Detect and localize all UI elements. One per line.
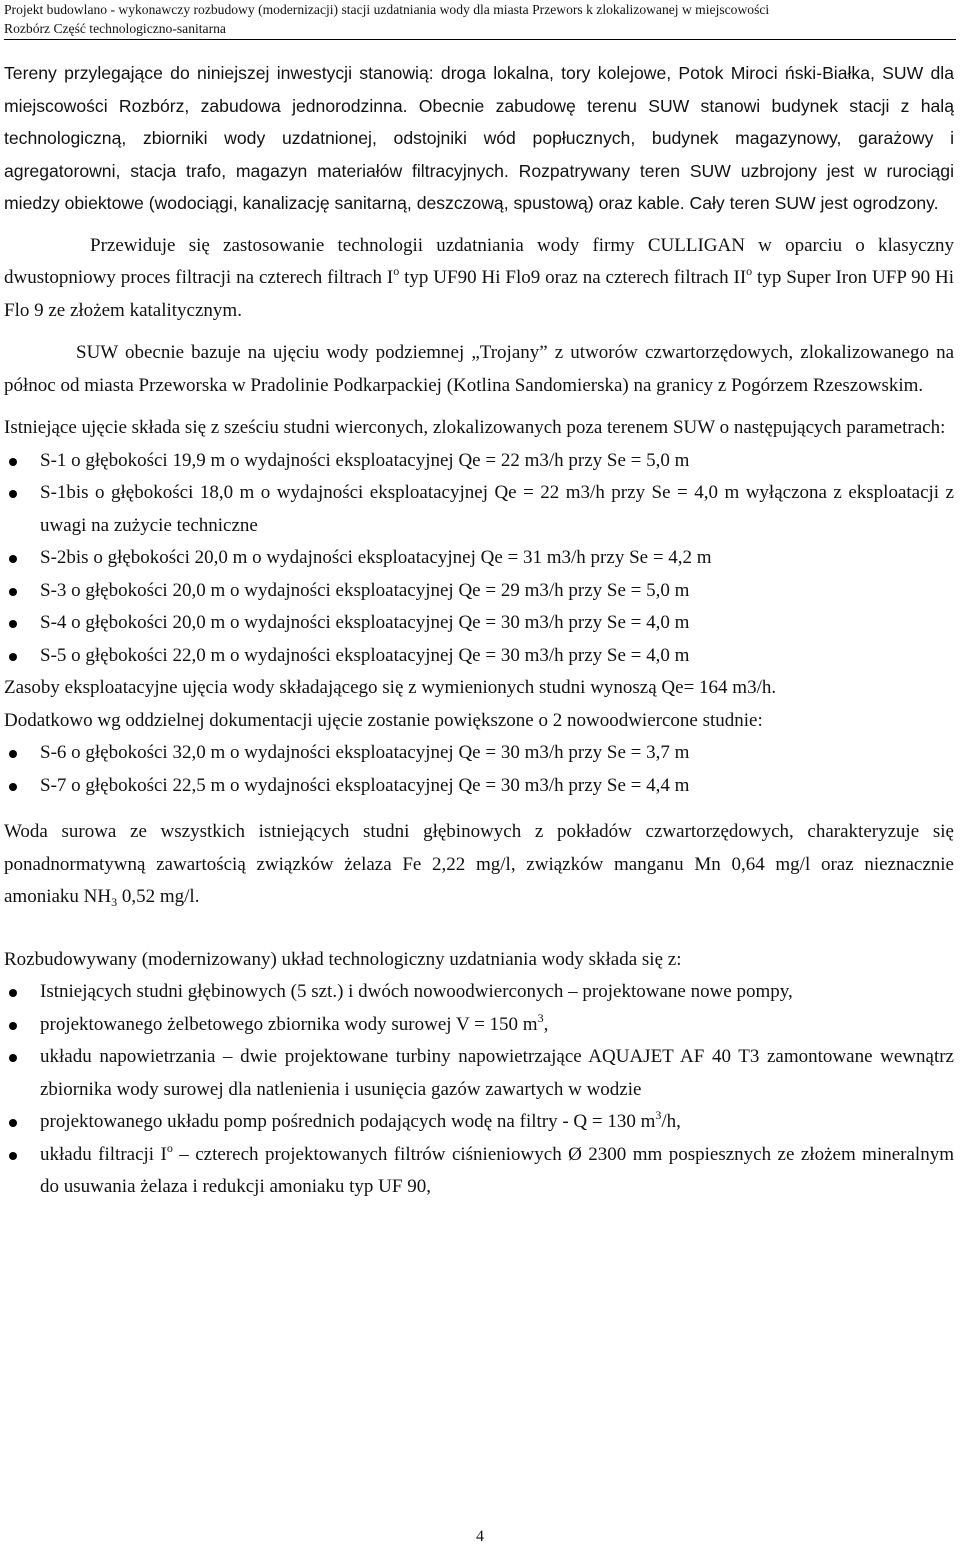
list-item: S-1bis o głębokości 18,0 m o wydajności eksploatacyjnej Qe = 22 m3/h przy Se = 4,0 m wyłączona z eksploatacji z uwagi na zużycie techniczne [4, 477, 954, 542]
header-section-title: Rozbórz Część technologiczno-sanitarna [4, 21, 226, 36]
raw-water-text-b: 0,52 mg/l. [117, 886, 200, 907]
superscript-degree-1: o [393, 264, 400, 278]
technology-text-c: typ Super Iron UFP 90 Hi Flo 9 ze złożem katalitycznym. [4, 267, 954, 321]
list-item: S-2bis o głębokości 20,0 m o wydajności eksploatacyjnej Qe = 31 m3/h przy Se = 4,2 m [4, 542, 954, 575]
list-item: S-1 o głębokości 19,9 m o wydajności eksploatacyjnej Qe = 22 m3/h przy Se = 5,0 m [4, 445, 954, 478]
header-project-title: Projekt budowlano - wykonawczy rozbudowy (modernizacji) stacji uzdatniania wody dla miasta Przewors k zlokalizowanej w miejscowości [4, 2, 770, 17]
site-description-paragraph: Tereny przylegające do niniejszej inwestycji stanowią: droga lokalna, tory kolejowe, Potok Miroci ński-Białka, SUW dla miejscowości Rozbórz, zabudowa jednorodzinna. Obecnie zabudowę terenu SUW stanowi budynek stacji z halą technologiczną, zbiorniki wody uzdatnionej, odstojniki wód popłucznych, budynek magazynowy, garażowy i agregatorowni, stacja trafo, magazyn materiałów filtracyjnych. Rozpatrywany teren SUW uzbrojony jest w rurociągi miedzy obiektowe (wodociągi, kanalizację sanitarną, deszczową, spustową) oraz kable. Cały teren SUW jest ogrodzony. [4, 63, 954, 213]
superscript-degree-2: o [746, 264, 753, 278]
item-text: /h, [661, 1111, 681, 1132]
intake-intro-paragraph: Istniejące ujęcie składa się z sześciu studni wierconych, zlokalizowanych poza terenem SUW o następujących parametrach: [4, 417, 946, 438]
subscript-3: 3 [111, 895, 118, 909]
water-source-paragraph: SUW obecnie bazuje na ujęciu wody podziemnej „Trojany” z utworów czwartorzędowych, zlokalizowanego na północ od miasta Przeworska w Pradolinie Podkarpackiej (Kotlina Sandomierska) na granicy z Pogórzem Rzeszowskim. [4, 342, 954, 396]
list-item [4, 1009, 954, 1042]
raw-water-text-a: Woda surowa ze wszystkich istniejących studni głębinowych z pokładów czwartorzędowych, charakteryzuje się ponadnormatywną zawartością związków żelaza Fe 2,22 mg/l, związków manganu Mn 0,64 mg/l oraz nieznacznie amoniaku NH [4, 821, 954, 907]
additional-wells-paragraph: Dodatkowo wg oddzielnej dokumentacji ujęcie zostanie powiększone o 2 nowoodwiercone studnie: [4, 709, 763, 731]
technology-text-a: Przewiduje się zastosowanie technologii uzdatniania wody firmy CULLIGAN w oparciu o klasyczny dwustopniowy proces filtracji na czterech filtrach I [4, 234, 954, 288]
list-item: S-3 o głębokości 20,0 m o wydajności eksploatacyjnej Qe = 29 m3/h przy Se = 5,0 m [4, 575, 954, 608]
list-item: S-4 o głębokości 20,0 m o wydajności eksploatacyjnej Qe = 30 m3/h przy Se = 4,0 m [4, 607, 954, 640]
list-item: układu napowietrzania – dwie projektowane turbiny napowietrzające AQUAJET AF 40 T3 zamontowane wewnątrz zbiornika wody surowej dla natlenienia i usunięcia gazów zawartych w wodzie [4, 1041, 954, 1106]
technology-text-b: typ UF90 Hi Flo9 oraz na czterech filtrach II [399, 267, 747, 288]
list-item [4, 1139, 954, 1204]
item-text: układu filtracji I [40, 1143, 167, 1165]
raw-water-paragraph [4, 816, 954, 914]
list-item: S-6 o głębokości 32,0 m o wydajności eksploatacyjnej Qe = 30 m3/h przy Se = 3,7 m [4, 737, 954, 770]
resources-paragraph: Zasoby eksploatacyjne ujęcia wody składającego się z wymienionych studni wynoszą Qe= 164 m3/h. [4, 677, 777, 698]
superscript-degree: o [166, 1140, 173, 1155]
item-text: projektowanego żelbetowego zbiornika wody surowej V = 150 m [40, 1013, 538, 1035]
list-item: S-5 o głębokości 22,0 m o wydajności eksploatacyjnej Qe = 30 m3/h przy Se = 4,0 m [4, 640, 954, 673]
page-header [4, 0, 956, 40]
list-item: Istniejących studni głębinowych (5 szt.) i dwóch nowoodwierconych – projektowane nowe pompy, [4, 976, 954, 1009]
system-components-list [4, 976, 954, 1204]
list-item: S-7 o głębokości 22,5 m o wydajności eksploatacyjnej Qe = 30 m3/h przy Se = 4,4 m [4, 770, 954, 803]
existing-wells-list [4, 445, 954, 673]
new-wells-list [4, 737, 954, 802]
list-item [4, 1106, 954, 1139]
technology-paragraph [4, 230, 954, 328]
item-text: , [543, 1013, 549, 1035]
superscript-3: 3 [537, 1010, 544, 1025]
system-intro-paragraph: Rozbudowywany (modernizowany) układ technologiczny uzdatniania wody składa się z: [4, 948, 682, 970]
document-body [4, 57, 954, 1204]
page-number: 4 [476, 1528, 484, 1545]
item-text: – czterech projektowanych filtrów ciśnieniowych Ø 2300 mm pospiesznych ze złożem mineralnym do usuwania żelaza i redukcji amoniaku typ UF 90, [40, 1143, 954, 1197]
superscript-3: 3 [655, 1108, 662, 1122]
item-text: projektowanego układu pomp pośrednich podających wodę na filtry - Q = 130 m [40, 1111, 656, 1132]
